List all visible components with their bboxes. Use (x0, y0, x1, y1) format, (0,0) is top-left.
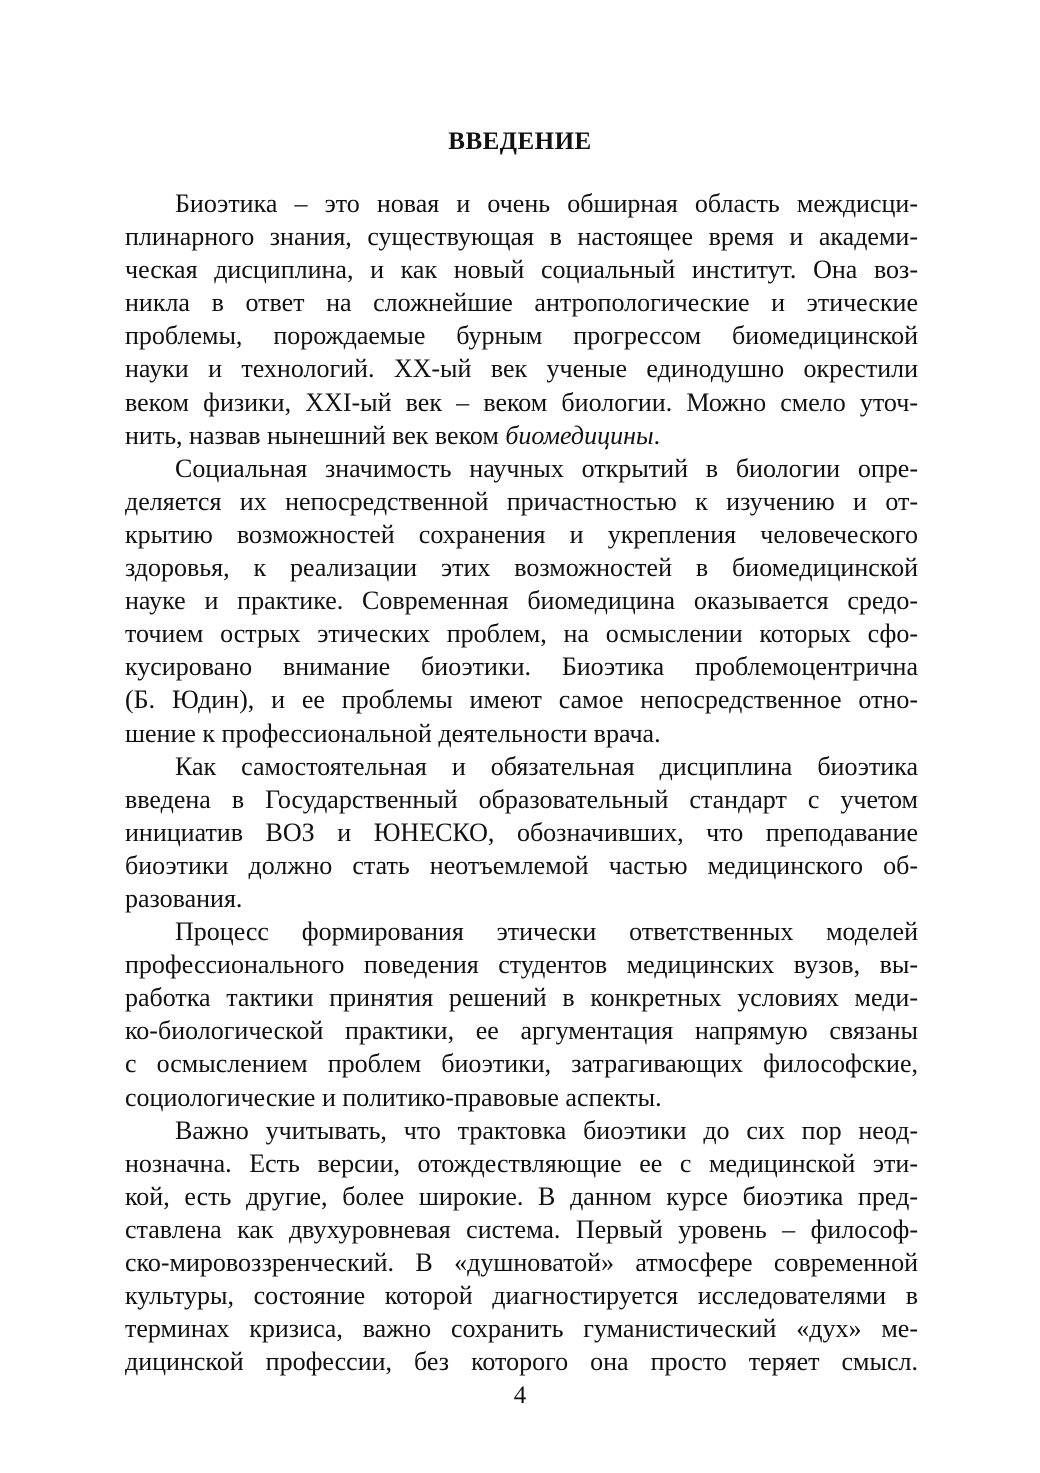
text-line: здоровья, к реализации этих возможностей в биомедицинской (125, 553, 918, 583)
text-line: точием острых этических проблем, на осмыслении которых сфо- (125, 619, 918, 649)
text-line (125, 419, 918, 452)
text-line: крытию возможностей сохранения и укрепления человеческого (125, 519, 918, 549)
text-line: Процесс формирования этически ответственных моделей (175, 917, 918, 947)
text-line: науки и технологий. XX-ый век ученые единодушно окрестили (125, 354, 918, 384)
text-line: Биоэтика – это новая и очень обширная область междисци- (175, 189, 918, 218)
text-line: терминах кризиса, важно сохранить гуманистический «дух» ме- (125, 1314, 918, 1344)
text-line: ческая дисциплина, и как новый социальный институт. Она воз- (125, 255, 918, 285)
text-segment: нить, назвав нынешний век веком (125, 420, 506, 450)
paragraph (125, 750, 918, 915)
body-text (125, 187, 918, 1378)
text-line: Как самостоятельная и обязательная дисциплина биоэтика (175, 751, 918, 781)
text-line: введена в Государственный образовательный стандарт с учетом (125, 784, 918, 814)
paragraph (125, 915, 918, 1114)
text-line: дицинской профессии, без которого она просто теряет смысл. (125, 1347, 918, 1377)
text-line: Важно учитывать, что трактовка биоэтики до сих пор неод- (175, 1115, 918, 1145)
text-line: плинарного знания, существующая в настоящее время и академи- (125, 222, 918, 252)
text-line: профессионального поведения студентов медицинских вузов, вы- (125, 950, 918, 980)
text-segment: . (653, 420, 661, 450)
text-line: веком физики, XXI-ый век – веком биологии. Можно смело уточ- (125, 387, 918, 417)
text-line: ско-мировоззренческий. В «душноватой» атмосфере современной (125, 1248, 918, 1277)
text-line: разования. (125, 883, 243, 913)
text-line: кусировано внимание биоэтики. Биоэтика проблемоцентрична (125, 652, 918, 682)
text-line: нозначна. Есть версии, отождествляющие ее с медицинской эти- (125, 1148, 918, 1178)
paragraph (125, 452, 918, 750)
text-line: науке и практике. Современная биомедицина оказывается средо- (125, 586, 918, 616)
text-line: культуры, состояние которой диагностируется исследователями в (125, 1281, 918, 1311)
text-line: ко-биологической практики, ее аргументация напрямую связаны (125, 1016, 918, 1046)
text-line: ставлена как двухуровневая система. Первый уровень – философ- (125, 1214, 918, 1244)
text-line: с осмыслением проблем биоэтики, затрагивающих философские, (125, 1049, 918, 1079)
italic-term: биомедицины (505, 420, 654, 450)
paragraph (125, 1114, 918, 1379)
text-line: кой, есть другие, более широкие. В данном курсе биоэтика пред- (125, 1181, 918, 1211)
text-line: инициатив ВОЗ и ЮНЕСКО, обозначивших, что преподавание (125, 817, 918, 847)
paragraph (125, 187, 918, 452)
text-line: социологические и политико-правовые аспекты. (125, 1082, 662, 1112)
text-line: Социальная значимость научных открытий в биологии опре- (175, 453, 918, 483)
text-line: деляется их непосредственной причастностью к изучению и от- (125, 486, 918, 516)
text-line: биоэтики должно стать неотъемлемой частью медицинского об- (125, 850, 918, 880)
text-line: шение к профессиональной деятельности врача. (125, 718, 661, 748)
page-title: ВВЕДЕНИЕ (448, 128, 592, 155)
text-line: (Б. Юдин), и ее проблемы имеют самое непосредственное отно- (125, 685, 918, 715)
text-line: проблемы, порождаемые бурным прогрессом биомедицинской (125, 321, 918, 351)
text-line: никла в ответ на сложнейшие антропологические и этические (125, 288, 918, 318)
text-line: работка тактики принятия решений в конкретных условиях меди- (125, 983, 918, 1013)
page-number: 4 (513, 1382, 527, 1409)
